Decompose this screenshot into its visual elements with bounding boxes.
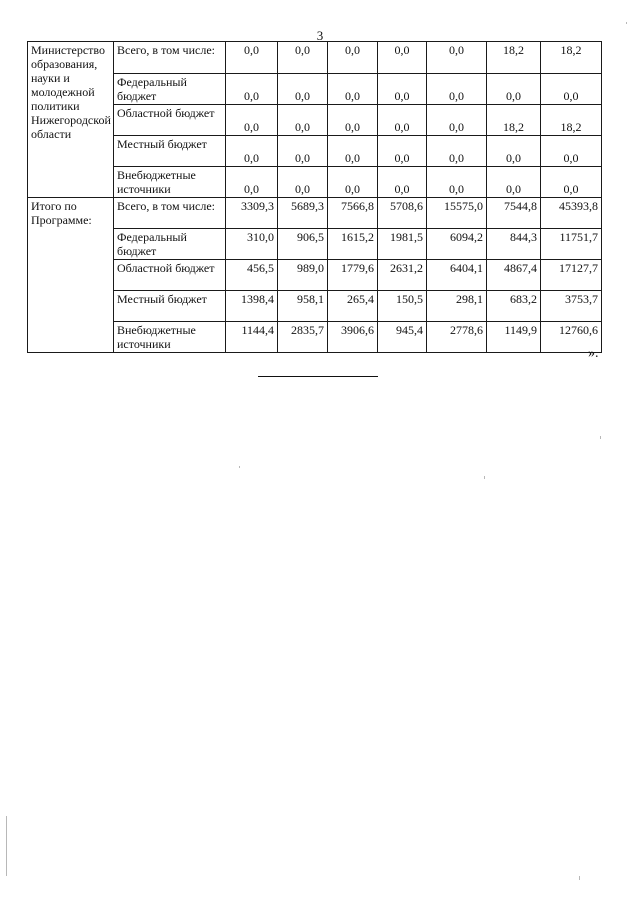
- value-cell: 683,2: [487, 291, 541, 322]
- table-row: [28, 291, 602, 322]
- value-cell: 7566,8: [328, 198, 378, 229]
- value-cell: 1149,9: [487, 322, 541, 353]
- value-cell: 6404,1: [427, 260, 487, 291]
- value-cell: 1398,4: [226, 291, 278, 322]
- value-cell: 958,1: [278, 291, 328, 322]
- value-cell: 0,0: [427, 136, 487, 167]
- value-cell: 310,0: [226, 229, 278, 260]
- value-cell: 2778,6: [427, 322, 487, 353]
- value-cell: 0,0: [378, 167, 427, 198]
- value-cell: 0,0: [378, 42, 427, 74]
- value-cell: 15575,0: [427, 198, 487, 229]
- value-cell: 5689,3: [278, 198, 328, 229]
- value-cell: 12760,6: [541, 322, 602, 353]
- table-row: [28, 167, 602, 198]
- value-cell: 0,0: [487, 136, 541, 167]
- value-cell: 11751,7: [541, 229, 602, 260]
- table-row: [28, 42, 602, 74]
- value-cell: 18,2: [541, 42, 602, 74]
- table-row: [28, 74, 602, 105]
- value-cell: 1144,4: [226, 322, 278, 353]
- value-cell: 1615,2: [328, 229, 378, 260]
- value-cell: 0,0: [328, 105, 378, 136]
- value-cell: 2631,2: [378, 260, 427, 291]
- table-row: [28, 260, 602, 291]
- value-cell: 0,0: [278, 105, 328, 136]
- scan-mark: [600, 436, 601, 439]
- value-cell: 0,0: [226, 136, 278, 167]
- value-cell: 298,1: [427, 291, 487, 322]
- closing-quote: ».: [588, 346, 599, 361]
- value-cell: 0,0: [226, 42, 278, 74]
- value-cell: 844,3: [487, 229, 541, 260]
- value-cell: 265,4: [328, 291, 378, 322]
- value-cell: 18,2: [487, 105, 541, 136]
- value-cell: 0,0: [427, 42, 487, 74]
- value-cell: 0,0: [487, 167, 541, 198]
- value-cell: 0,0: [328, 74, 378, 105]
- scan-mark: [626, 22, 627, 24]
- value-cell: 0,0: [427, 74, 487, 105]
- value-cell: 150,5: [378, 291, 427, 322]
- value-cell: 17127,7: [541, 260, 602, 291]
- value-cell: 0,0: [328, 136, 378, 167]
- table-row: [28, 229, 602, 260]
- value-cell: 0,0: [541, 74, 602, 105]
- end-rule: [258, 376, 378, 377]
- value-cell: 989,0: [278, 260, 328, 291]
- table-row: [28, 105, 602, 136]
- org-cell: Итого по Программе:: [28, 198, 114, 353]
- value-cell: 0,0: [427, 167, 487, 198]
- value-cell: 2835,7: [278, 322, 328, 353]
- value-cell: 6094,2: [427, 229, 487, 260]
- value-cell: 945,4: [378, 322, 427, 353]
- budget-table: [27, 41, 602, 353]
- value-cell: 0,0: [328, 42, 378, 74]
- table-row: [28, 136, 602, 167]
- page-number: 3: [316, 28, 324, 43]
- value-cell: 3309,3: [226, 198, 278, 229]
- value-cell: 456,5: [226, 260, 278, 291]
- value-cell: 4867,4: [487, 260, 541, 291]
- source-cell: Областной бюджет: [114, 105, 226, 136]
- value-cell: 1779,6: [328, 260, 378, 291]
- org-cell: Министерство образования, науки и молодежной политики Нижегородской области: [28, 42, 114, 198]
- value-cell: 0,0: [328, 167, 378, 198]
- value-cell: 0,0: [487, 74, 541, 105]
- value-cell: 0,0: [278, 167, 328, 198]
- source-cell: Внебюджетные источники: [114, 167, 226, 198]
- value-cell: 0,0: [278, 42, 328, 74]
- source-cell: Всего, в том числе:: [114, 198, 226, 229]
- value-cell: 0,0: [378, 74, 427, 105]
- value-cell: 3753,7: [541, 291, 602, 322]
- value-cell: 18,2: [487, 42, 541, 74]
- source-cell: Всего, в том числе:: [114, 42, 226, 74]
- value-cell: 0,0: [226, 105, 278, 136]
- value-cell: 18,2: [541, 105, 602, 136]
- value-cell: 3906,6: [328, 322, 378, 353]
- source-cell: Местный бюджет: [114, 291, 226, 322]
- source-cell: Федеральный бюджет: [114, 74, 226, 105]
- value-cell: 1981,5: [378, 229, 427, 260]
- value-cell: 0,0: [378, 105, 427, 136]
- value-cell: 0,0: [427, 105, 487, 136]
- value-cell: 0,0: [541, 136, 602, 167]
- scan-mark: [6, 816, 7, 876]
- value-cell: 0,0: [278, 136, 328, 167]
- value-cell: 0,0: [541, 167, 602, 198]
- source-cell: Областной бюджет: [114, 260, 226, 291]
- table-row: [28, 198, 602, 229]
- value-cell: 0,0: [226, 167, 278, 198]
- value-cell: 7544,8: [487, 198, 541, 229]
- source-cell: Местный бюджет: [114, 136, 226, 167]
- value-cell: 45393,8: [541, 198, 602, 229]
- value-cell: 0,0: [378, 136, 427, 167]
- scan-mark: [579, 876, 580, 880]
- table-row: [28, 322, 602, 353]
- scan-mark: [239, 466, 240, 468]
- source-cell: Федеральный бюджет: [114, 229, 226, 260]
- value-cell: 0,0: [226, 74, 278, 105]
- scan-mark: [484, 476, 485, 479]
- value-cell: 5708,6: [378, 198, 427, 229]
- value-cell: 0,0: [278, 74, 328, 105]
- source-cell: Внебюджетные источники: [114, 322, 226, 353]
- value-cell: 906,5: [278, 229, 328, 260]
